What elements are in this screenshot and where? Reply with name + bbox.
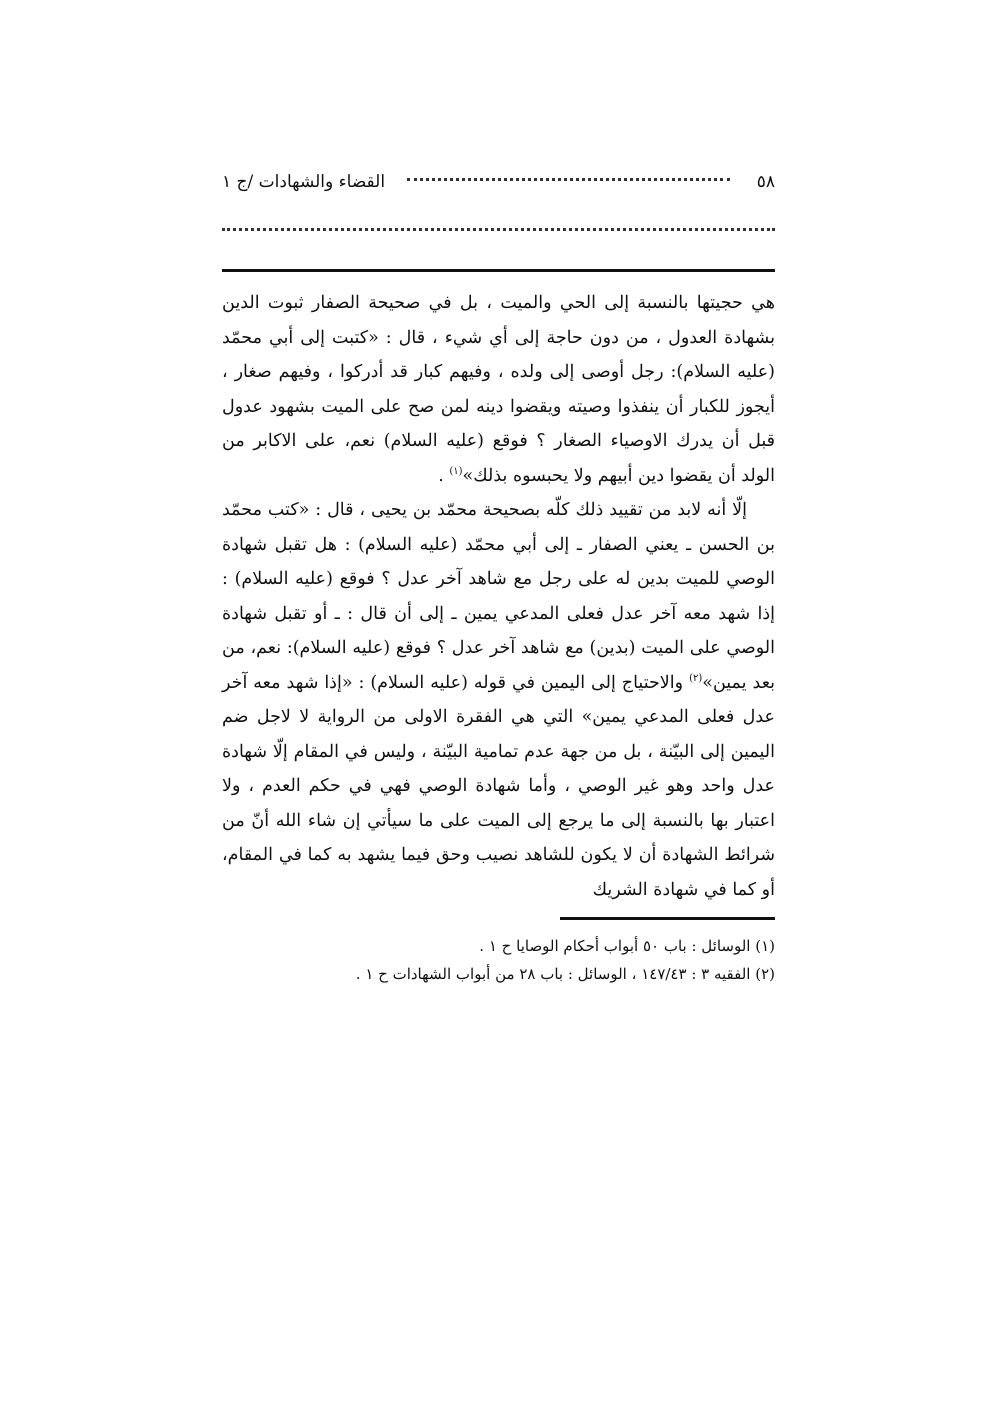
main-text xyxy=(222,286,775,907)
paragraph-2-text: إلّا أنه لابد من تقييد ذلك كلّه بصحيحة محمّد بن يحيى ، قال : «كتب محمّد بن الحسن ـ يعني الصفار ـ إلى أبي محمّد (عليه السلام) : هل تقبل شهادة الوصي للميت بدين له على رجل مع شاهد آخر عدل ؟ فوقع (عليه السلام) : إذا شهد معه آخر عدل فعلى المدعي يمين ـ إلى أن قال : ـ أو تقبل شهادة الوصي على الميت (بدين) مع شاهد آخر عدل ؟ فوقع (عليه السلام): نعم، من بعد يمين» xyxy=(222,500,776,693)
page-header xyxy=(222,170,775,204)
header-dot-leader xyxy=(407,178,730,181)
paragraph-2-continuation: والاحتياج إلى اليمين في قوله (عليه السلام) : «إذا شهد معه آخر عدل فعلى المدعي يمين» التي هي الفقرة الاولى من الرواية لا لاجل ضم اليمين إلى البيّنة ، بل من جهة عدم تمامية البيّنة ، وليس في المقام إلّا شهادة عدل واحد وهو غير الوصي ، وأما شهادة الوصي فهي في حكم العدم ، ولا اعتبار بها بالنسبة إلى ما يرجع إلى الميت على ما سيأتي إن شاء الله أنّ من شرائط الشهادة أن لا يكون للشاهد نصيب وحق فيما يشهد به كما في المقام، أو كما في شهادة الشريك xyxy=(222,672,775,900)
running-title: القضاء والشهادات /ج ١ xyxy=(222,172,386,192)
page-number: ٥٨ xyxy=(756,172,775,192)
footnote-rule xyxy=(560,917,775,920)
footnote-ref-2: (٢) xyxy=(689,672,703,684)
dotted-separator xyxy=(222,224,775,231)
paragraph-1: هي حجيتها بالنسبة إلى الحي والميت ، بل في صحيحة الصفار ثبوت الدين بشهادة العدول ، من دون حاجة إلى أي شيء ، قال : «كتبت إلى أبي محمّد (عليه السلام): رجل أوصى إلى ولده ، وفيهم كبار قد أدركوا ، وفيهم صغار ، أيجوز للكبار أن ينفذوا وصيته ويقضوا دينه لمن صح على الميت بشهود عدول قبل أن يدرك الاوصياء الصغار ؟ فوقع (عليه السلام) نعم، على الاكابر من الولد أن يقضوا دين أبيهم ولا يحبسوه بذلك»$^{(١)}$ . xyxy=(222,293,775,486)
header-rule xyxy=(222,269,775,272)
paragraph-2 xyxy=(222,493,775,907)
footnote-1: (١) الوسائل : باب ٥٠ أبواب أحكام الوصايا ح ١ . xyxy=(479,937,775,955)
footnotes xyxy=(222,932,775,988)
book-page xyxy=(222,170,775,988)
paragraph-1-text: هي حجيتها بالنسبة إلى الحي والميت ، بل في صحيحة الصفار ثبوت الدين بشهادة العدول ، من دون حاجة إلى أي شيء ، قال : «كتبت إلى أبي محمّد (عليه السلام): رجل أوصى إلى ولده ، وفيهم كبار قد أدركوا ، وفيهم صغار ، أيجوز للكبار أن ينفذوا وصيته ويقضوا دينه لمن صح على الميت بشهود عدول قبل أن يدرك الاوصياء الصغار ؟ فوقع (عليه السلام) نعم، على الاكابر من الولد أن يقضوا دين أبيهم ولا يحبسوه بذلك» xyxy=(222,293,775,486)
footnote-2: (٢) الفقيه ٣ : ١٤٧/٤٣ ، الوسائل : باب ٢٨ من أبواب الشهادات ح ١ . xyxy=(355,965,775,983)
footnote-ref-1: (١) xyxy=(449,465,463,477)
